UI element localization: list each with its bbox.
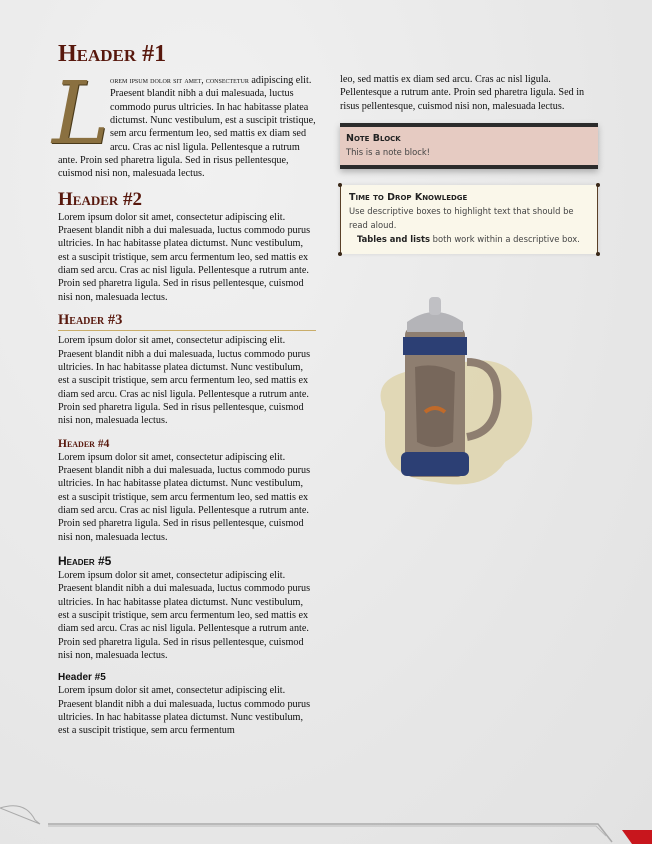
right-column [340, 73, 598, 254]
left-column [52, 40, 316, 738]
header-5: Header #5 [58, 553, 112, 568]
footer-accent [622, 830, 652, 844]
header-3: Header #3 [58, 312, 316, 331]
corner-dot [596, 252, 600, 256]
header-4: Header #4 [58, 437, 110, 450]
intro-first-line: orem ipsum dolor sit amet, consectetur [110, 75, 249, 85]
paragraph-3: Lorem ipsum dolor sit amet, consectetur adipiscing elit. Praesent blandit nibh a dui malesuada, luctus commodo purus ultricies. In hac habitasse platea dictumst. Nunc vestibulum, est a suscipit tristique, sem arcu fermentum leo, sed mattis ex diam sed arcu. Cras ac nisl ligula. Pellentesque a rutrum ante. Proin sed pharetra ligula. Sed in risus pellentesque, cuismod nisi non, malesuada lectus. [58, 335, 311, 427]
note-block [340, 123, 598, 169]
header-1: Header #1 [58, 41, 167, 67]
descriptive-rest: both work within a descriptive box. [429, 234, 580, 245]
descriptive-title: Time to Drop Knowledge [349, 192, 468, 204]
corner-dot [338, 183, 342, 187]
corner-dot [596, 183, 600, 187]
header-2: Header #2 [58, 188, 143, 210]
descriptive-box [340, 185, 598, 254]
intro-text: adipiscing elit. Praesent blandit nibh a dui malesuada, luctus commodo purus ultricies. In hac habitasse platea dictumst. Nunc vestibulum, est a suscipit tristique, sem arcu fermentum leo, sed mattis ex diam sed arcu. Cras ac nisl ligula. Pellentesque a rutrum ante. Proin sed pharetra ligula. Sed in risus pellentesque, cuismod nisi non, malesuada lectus. [58, 75, 316, 180]
descriptive-bold: Tables and lists [357, 234, 430, 245]
intro-paragraph [52, 64, 316, 181]
paragraph-6: Lorem ipsum dolor sit amet, consectetur adipiscing elit. Praesent blandit nibh a dui malesuada, luctus commodo purus ultricies. In hac habitasse platea dictumst. Nunc vestibulum, est a suscipit tristique, sem arcu fermentum [58, 685, 311, 737]
note-title: Note Block [346, 133, 401, 145]
paragraph-5: Lorem ipsum dolor sit amet, consectetur adipiscing elit. Praesent blandit nibh a dui malesuada, luctus commodo purus ultricies. In hac habitasse platea dictumst. Nunc vestibulum, est a suscipit tristique, sem arcu fermentum leo, sed mattis ex diam sed arcu. Cras ac nisl ligula. Pellentesque a rutrum ante. Proin sed pharetra ligula. Sed in risus pellentesque, cuismod nisi non, malesuada lectus. [58, 569, 311, 662]
paragraph-4: Lorem ipsum dolor sit amet, consectetur adipiscing elit. Praesent blandit nibh a dui malesuada, luctus commodo purus ultricies. In hac habitasse platea dictumst. Nunc vestibulum, est a suscipit tristique, sem arcu fermentum leo, sed mattis ex diam sed arcu. Cras ac nisl ligula. Pellentesque a rutrum ante. Proin sed pharetra ligula. Sed in risus pellentesque, cuismod nisi non, malesuada lectus. [58, 451, 311, 543]
beer-stein-image [365, 292, 545, 497]
drop-cap: L [52, 64, 110, 164]
descriptive-text-2 [349, 232, 589, 246]
header-6: Header #5 [58, 672, 106, 684]
page-footer-ornament [0, 800, 652, 844]
note-text: This is a note block! [346, 147, 431, 158]
descriptive-text: Use descriptive boxes to highlight text that should be read aloud. [349, 206, 574, 231]
corner-dot [338, 252, 342, 256]
continued-paragraph: leo, sed mattis ex diam sed arcu. Cras ac nisl ligula. Pellentesque a rutrum ante. Proin sed pharetra ligula. Sed in risus pellentesque, cuismod nisi non, malesuada lectus. [340, 74, 585, 112]
paragraph-2: Lorem ipsum dolor sit amet, consectetur adipiscing elit. Praesent blandit nibh a dui malesuada, luctus commodo purus ultricies. In hac habitasse platea dictumst. Nunc vestibulum, est a suscipit tristique, sem arcu fermentum leo, sed mattis ex diam sed arcu. Cras ac nisl ligula. Pellentesque a rutrum ante. Proin sed pharetra ligula. Sed in risus pellentesque, cuismod nisi non, malesuada lectus. [58, 211, 311, 303]
